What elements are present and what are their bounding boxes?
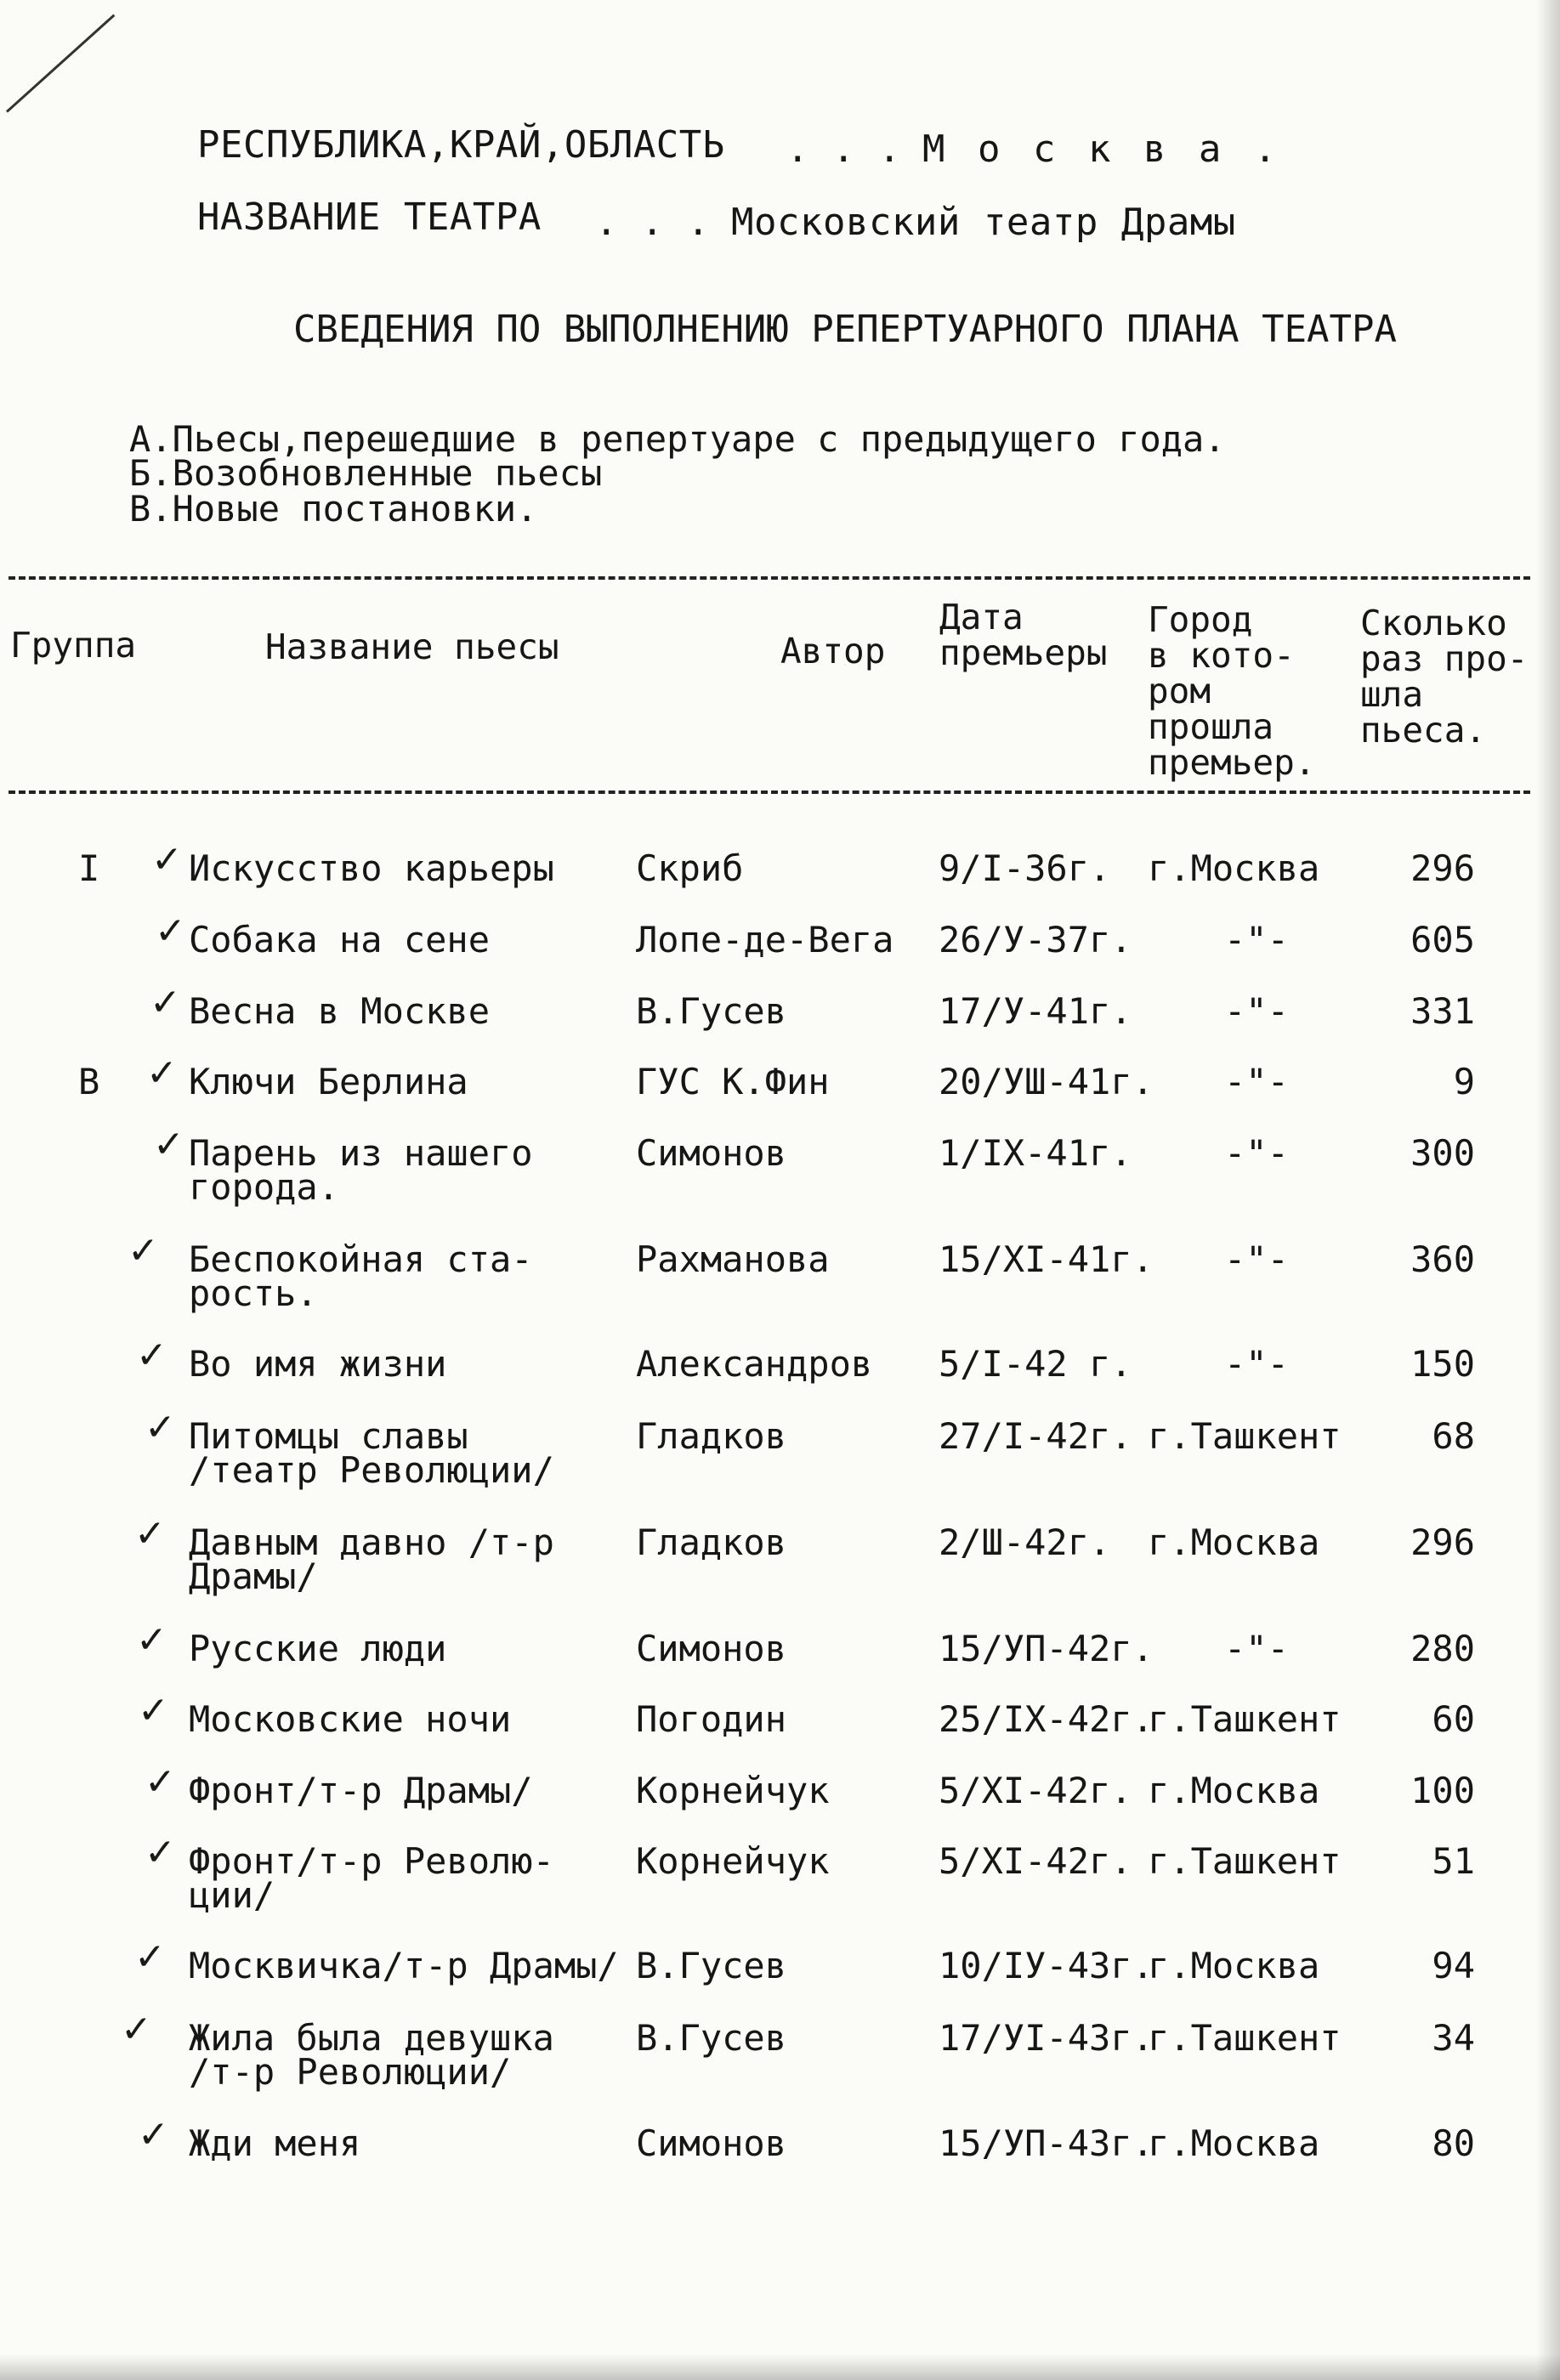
row-performance-count: 300 [1410,1132,1475,1174]
row-group-code: I [78,847,100,889]
row-play-title: Беспокойная ста- [189,1238,533,1280]
row-play-title: Во имя жизни [189,1343,447,1385]
row-performance-count: 34 [1432,2017,1475,2059]
row-premiere-city: -"- [1224,1061,1289,1102]
row-author: В.Гусев [636,1945,787,1986]
row-performance-count: 100 [1410,1770,1475,1811]
row-author: Симонов [636,1628,787,1669]
check-mark-icon: ✓ [121,2008,152,2051]
row-premiere-date: 2/Ш-42г. [939,1522,1111,1563]
row-play-title: Русские люди [189,1628,447,1669]
row-premiere-date: 17/УI-43г. [939,2017,1154,2059]
row-premiere-city: г.Москва [1148,847,1320,889]
row-performance-count: 60 [1432,1698,1475,1740]
row-author: Погодин [636,1698,787,1740]
row-play-title: Давным давно /т-р [189,1522,554,1563]
row-premiere-date: 20/УШ-41г. [939,1061,1154,1102]
row-author: Лопе-де-Вега [636,919,894,960]
row-play-title: /театр Революции/ [189,1449,554,1491]
col-header-city-5: премьер. [1148,742,1316,783]
row-author: Симонов [636,2122,787,2164]
check-mark-icon: ✓ [153,1123,184,1166]
row-premiere-city: -"- [1224,1132,1289,1174]
check-mark-icon: ✓ [145,1760,176,1804]
check-mark-icon: ✓ [138,2113,169,2156]
row-play-title: Фронт/т-р Револю- [189,1840,554,1882]
legend-item-b: Б.Возобновленные пьесы [129,452,603,494]
row-premiere-date: 15/УП-42г. [939,1628,1154,1669]
row-author: Корнейчук [636,1770,830,1811]
check-mark-icon: ✓ [150,981,181,1024]
theatre-value: Московский театр Драмы [731,201,1236,244]
legend-item-c: В.Новые постановки. [129,488,538,530]
row-performance-count: 360 [1410,1238,1475,1280]
row-performance-count: 94 [1432,1945,1475,1986]
row-premiere-city: -"- [1224,1343,1289,1385]
col-header-author: Автор [780,631,886,672]
row-premiere-date: 10/IУ-43г. [939,1945,1154,1986]
theatre-dots: . . . [595,201,710,244]
row-premiere-date: 17/У-41г. [939,990,1132,1032]
col-header-group: Группа [10,625,137,666]
row-premiere-date: 26/У-37г. [939,919,1132,960]
row-play-title: Московские ночи [189,1698,512,1740]
row-play-title: /т-р Революции/ [189,2051,512,2093]
row-premiere-date: 1/IX-41г. [939,1132,1132,1174]
row-author: Александров [636,1343,873,1385]
row-author: Гладков [636,1522,787,1563]
check-mark-icon: ✓ [134,1935,166,1979]
row-play-title: Ключи Берлина [189,1061,468,1102]
col-header-city-4: прошла [1148,706,1274,747]
check-mark-icon: ✓ [138,1689,169,1732]
row-premiere-city: г.Ташкент [1148,1698,1342,1740]
region-dots: . . . [786,128,901,171]
row-performance-count: 280 [1410,1628,1475,1669]
col-header-city-3: ром [1148,671,1211,711]
check-mark-icon: ✓ [155,910,186,953]
row-play-title: Жди меня [189,2122,361,2164]
row-author: Симонов [636,1132,787,1174]
row-performance-count: 80 [1432,2122,1475,2164]
region-value: М о с к в а . [922,128,1282,171]
row-premiere-date: 5/I-42 г. [939,1343,1132,1385]
row-premiere-city: г.Ташкент [1148,1840,1342,1882]
row-author: Корнейчук [636,1840,830,1882]
col-header-count-1: Сколько [1360,603,1507,643]
table-top-rule [9,576,1530,580]
table-header-rule [9,790,1530,794]
row-author: В.Гусев [636,990,787,1032]
theatre-label: НАЗВАНИЕ ТЕАТРА [197,196,542,239]
row-premiere-city: г.Москва [1148,2122,1320,2164]
row-play-title: Весна в Москве [189,990,491,1032]
row-performance-count: 9 [1453,1061,1475,1102]
row-performance-count: 68 [1432,1415,1475,1457]
row-performance-count: 296 [1410,1522,1475,1563]
row-premiere-date: 25/IX-42г. [939,1698,1154,1740]
row-premiere-date: 5/XI-42г. [939,1770,1132,1811]
region-label: РЕСПУБЛИКА,КРАЙ,ОБЛАСТЬ [197,123,725,167]
check-mark-icon: ✓ [136,1334,167,1377]
row-premiere-city: г.Москва [1148,1770,1320,1811]
row-premiere-city: г.Москва [1148,1945,1320,1986]
check-mark-icon: ✓ [136,1618,167,1662]
row-premiere-city: г.Ташкент [1148,2017,1342,2059]
col-header-city-1: Город [1148,599,1253,640]
row-author: ГУС К.Фин [636,1061,830,1102]
check-mark-icon: ✓ [146,1051,178,1095]
row-author: Рахманова [636,1238,830,1280]
check-mark-icon: ✓ [134,1512,166,1556]
col-header-count-2: раз про- [1360,638,1529,679]
row-play-title: Искусство карьеры [189,847,554,889]
col-header-count-3: шла [1360,674,1424,715]
row-group-code: В [78,1061,100,1102]
row-premiere-city: г.Ташкент [1148,1415,1342,1457]
row-play-title: Парень из нашего [189,1132,533,1174]
pen-stroke-mark [6,14,115,113]
col-header-city-2: в кото- [1148,635,1295,676]
row-premiere-city: -"- [1224,919,1289,960]
row-premiere-date: 27/I-42г. [939,1415,1132,1457]
row-performance-count: 296 [1410,847,1475,889]
row-play-title: города. [189,1166,340,1208]
row-play-title: Питомцы славы [189,1415,468,1457]
row-premiere-date: 15/XI-41г. [939,1238,1154,1280]
row-author: В.Гусев [636,2017,787,2059]
row-author: Гладков [636,1415,787,1457]
row-play-title: Драмы/ [189,1556,318,1597]
row-premiere-city: -"- [1224,1628,1289,1669]
row-performance-count: 331 [1410,990,1475,1032]
check-mark-icon: ✓ [145,1406,176,1449]
row-performance-count: 51 [1432,1840,1475,1882]
row-play-title: Жила была девушка [189,2017,554,2059]
row-premiere-city: -"- [1224,1238,1289,1280]
row-premiere-date: 5/XI-42г. [939,1840,1132,1882]
row-performance-count: 150 [1410,1343,1475,1385]
row-premiere-city: г.Москва [1148,1522,1320,1563]
row-author: Скриб [636,847,744,889]
col-header-title: Название пьесы [265,626,559,667]
col-header-date-2: премьеры [939,632,1108,673]
document-title: СВЕДЕНИЯ ПО ВЫПОЛНЕНИЮ РЕПЕРТУАРНОГО ПЛАНА ТЕАТРА [293,308,1398,351]
check-mark-icon: ✓ [145,1831,176,1874]
col-header-count-4: пьеса. [1360,710,1487,751]
row-premiere-date: 15/УП-43г. [939,2122,1154,2164]
check-mark-icon: ✓ [128,1229,159,1272]
scan-edge-shadow [1536,0,1560,2380]
row-play-title: Москвичка/т-р Драмы/ [189,1945,619,1986]
row-play-title: рость. [189,1272,318,1314]
col-header-date-1: Дата [939,597,1024,638]
row-premiere-date: 9/I-36г. [939,847,1111,889]
legend-item-a: А.Пьесы,перешедшие в репертуаре с предыдущего года. [129,418,1226,460]
row-play-title: Собака на сене [189,919,491,960]
scan-bottom-shadow [0,2354,1560,2380]
row-play-title: Фронт/т-р Драмы/ [189,1770,533,1811]
row-play-title: ции/ [189,1874,275,1916]
row-performance-count: 605 [1410,919,1475,960]
check-mark-icon: ✓ [151,838,183,881]
row-premiere-city: -"- [1224,990,1289,1032]
